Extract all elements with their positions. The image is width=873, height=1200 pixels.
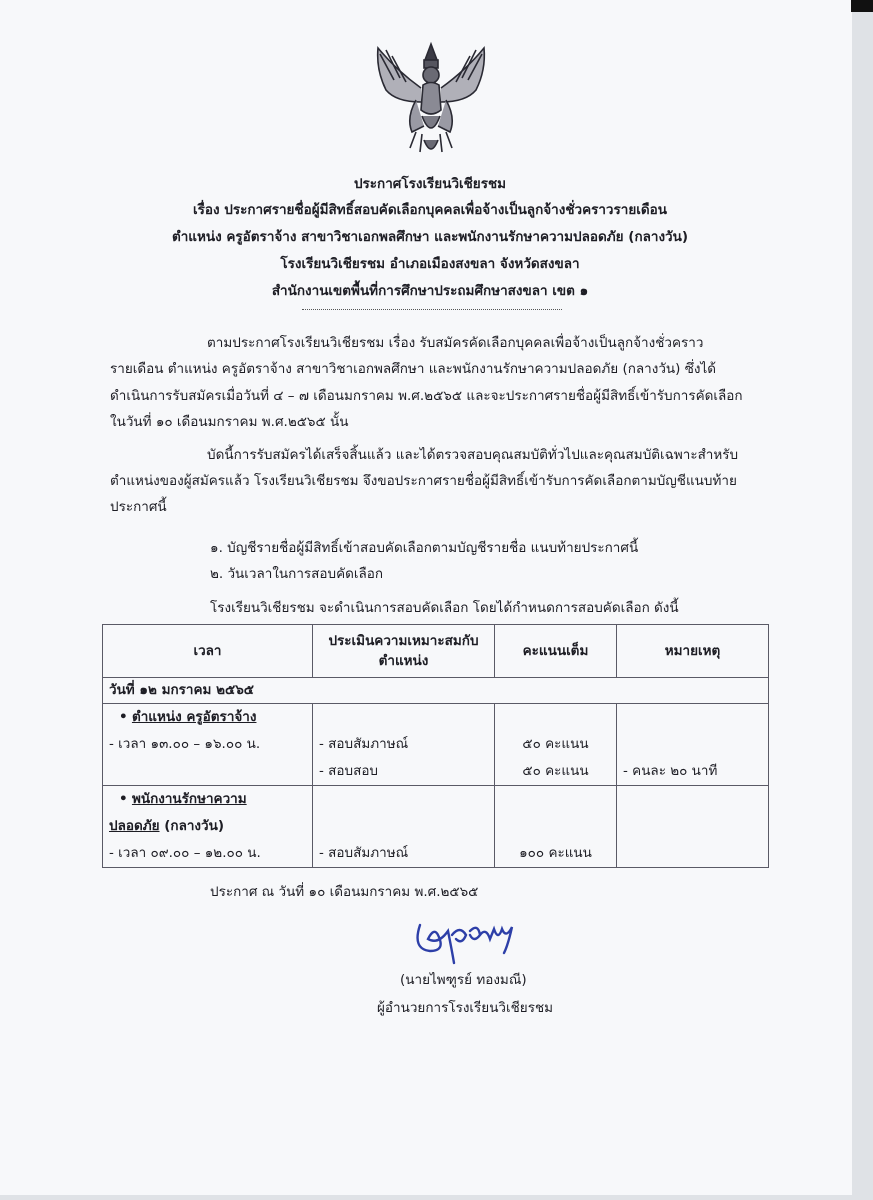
garuda-emblem-icon [366,40,496,162]
guard-exam-time: - เวลา ๐๙.๐๐ – ๑๒.๐๐ น. [109,845,261,861]
header-remark: หมายเหตุ [617,625,769,678]
schedule-intro: โรงเรียนวิเชียรชม จะดำเนินการสอบคัดเลือก โดยได้กำหนดการสอบคัดเลือก ดังนี้ [210,600,679,616]
guard-method-interview: - สอบสัมภาษณ์ [319,845,409,861]
position-line: ตำแหน่ง ครูอัตราจ้าง สาขาวิชาเอกพลศึกษา และพนักงานรักษาความปลอดภัย (กลางวัน) [171,229,689,245]
header-time: เวลา [103,625,313,678]
guard-score: ๑๐๐ คะแนน [519,845,592,861]
table-row [103,786,769,868]
header-full-score: คะแนนเต็ม [495,625,617,678]
table-row [103,704,769,786]
paragraph1-line1: ตามประกาศโรงเรียนวิเชียรชม เรื่อง รับสมัครคัดเลือกบุคคลเพื่อจ้างเป็นลูกจ้างชั่วคราว [207,335,704,351]
exam-date: วันที่ ๑๒ มกราคม ๒๕๖๕ [103,678,769,704]
bullet-icon: • [119,791,128,807]
paragraph1-line3: ดำเนินการรับสมัครเมื่อวันที่ ๔ – ๗ เดือนมกราคม พ.ศ.๒๕๖๕ และจะประกาศรายชื่อผู้มีสิทธิ์เข้ารับการคัดเลือก [110,388,743,404]
announcement-title: ประกาศโรงเรียนวิเชียรชม [353,176,507,192]
exam-schedule-table [102,624,769,868]
list-item-1: ๑. บัญชีรายชื่อผู้มีสิทธิ์เข้าสอบคัดเลือกตามบัญชีรายชื่อ แนบท้ายประกาศนี้ [210,540,639,556]
list-item-2: ๒. วันเวลาในการสอบคัดเลือก [210,566,384,582]
header-assessment: ประเมินความเหมาะสมกับตำแหน่ง [313,625,495,678]
announced-date: ประกาศ ณ วันที่ ๑๐ เดือนมกราคม พ.ศ.๒๕๖๕ [210,884,479,900]
paragraph2-line3: ประกาศนี้ [110,499,167,515]
date-row [103,678,769,704]
subject-line: เรื่อง ประกาศรายชื่อผู้มีสิทธิ์สอบคัดเลือกบุคคลเพื่อจ้างเป็นลูกจ้างชั่วคราวรายเดือน [193,202,667,218]
scan-edge-right [852,0,873,1200]
teacher-score-test: ๕๐ คะแนน [522,763,589,779]
signature [408,905,528,965]
table-header-row [103,625,769,678]
signatory-position: ผู้อำนวยการโรงเรียนวิเชียรชม [377,1000,554,1016]
teacher-method-interview: - สอบสัมภาษณ์ [319,736,409,752]
paragraph2-line2: ตำแหน่งของผู้สมัครแล้ว โรงเรียนวิเชียรชม จึงขอประกาศรายชื่อผู้มีสิทธิ์เข้ารับการคัดเลือกตามบัญชีแนบท้าย [110,473,737,489]
scan-edge-bottom [0,1195,873,1200]
guard-shift: (กลางวัน) [159,818,224,834]
paragraph2-line1: บัดนี้การรับสมัครได้เสร็จสิ้นแล้ว และได้ตรวจสอบคุณสมบัติทั่วไปและคุณสมบัติเฉพาะสำหรับ [207,447,739,463]
bullet-icon: • [119,709,128,725]
signatory-name: (นายไพฑูรย์ ทองมณี) [400,972,527,988]
guard-position-title-1: พนักงานรักษาความ [131,791,247,807]
paragraph1-line2: รายเดือน ตำแหน่ง ครูอัตราจ้าง สาขาวิชาเอกพลศึกษา และพนักงานรักษาความปลอดภัย (กลางวัน) ซึ่งได้ [110,361,717,377]
teacher-score-interview: ๕๐ คะแนน [522,736,589,752]
dotted-divider [302,309,562,310]
office-line: สำนักงานเขตพื้นที่การศึกษาประถมศึกษาสงขลา เขต ๑ [271,283,589,299]
teacher-position-title: ตำแหน่ง ครูอัตราจ้าง [131,709,257,725]
teacher-remark: - คนละ ๒๐ นาที [623,763,718,779]
guard-position-title-2: ปลอดภัย [109,818,160,834]
school-line: โรงเรียนวิเชียรชม อำเภอเมืองสงขลา จังหวัดสงขลา [280,256,580,272]
teacher-method-test: - สอบสอบ [319,763,378,779]
teacher-exam-time: - เวลา ๑๓.๐๐ – ๑๖.๐๐ น. [109,736,261,752]
paragraph1-line4: ในวันที่ ๑๐ เดือนมกราคม พ.ศ.๒๕๖๕ นั้น [110,414,349,430]
scan-corner-mark [851,0,873,12]
